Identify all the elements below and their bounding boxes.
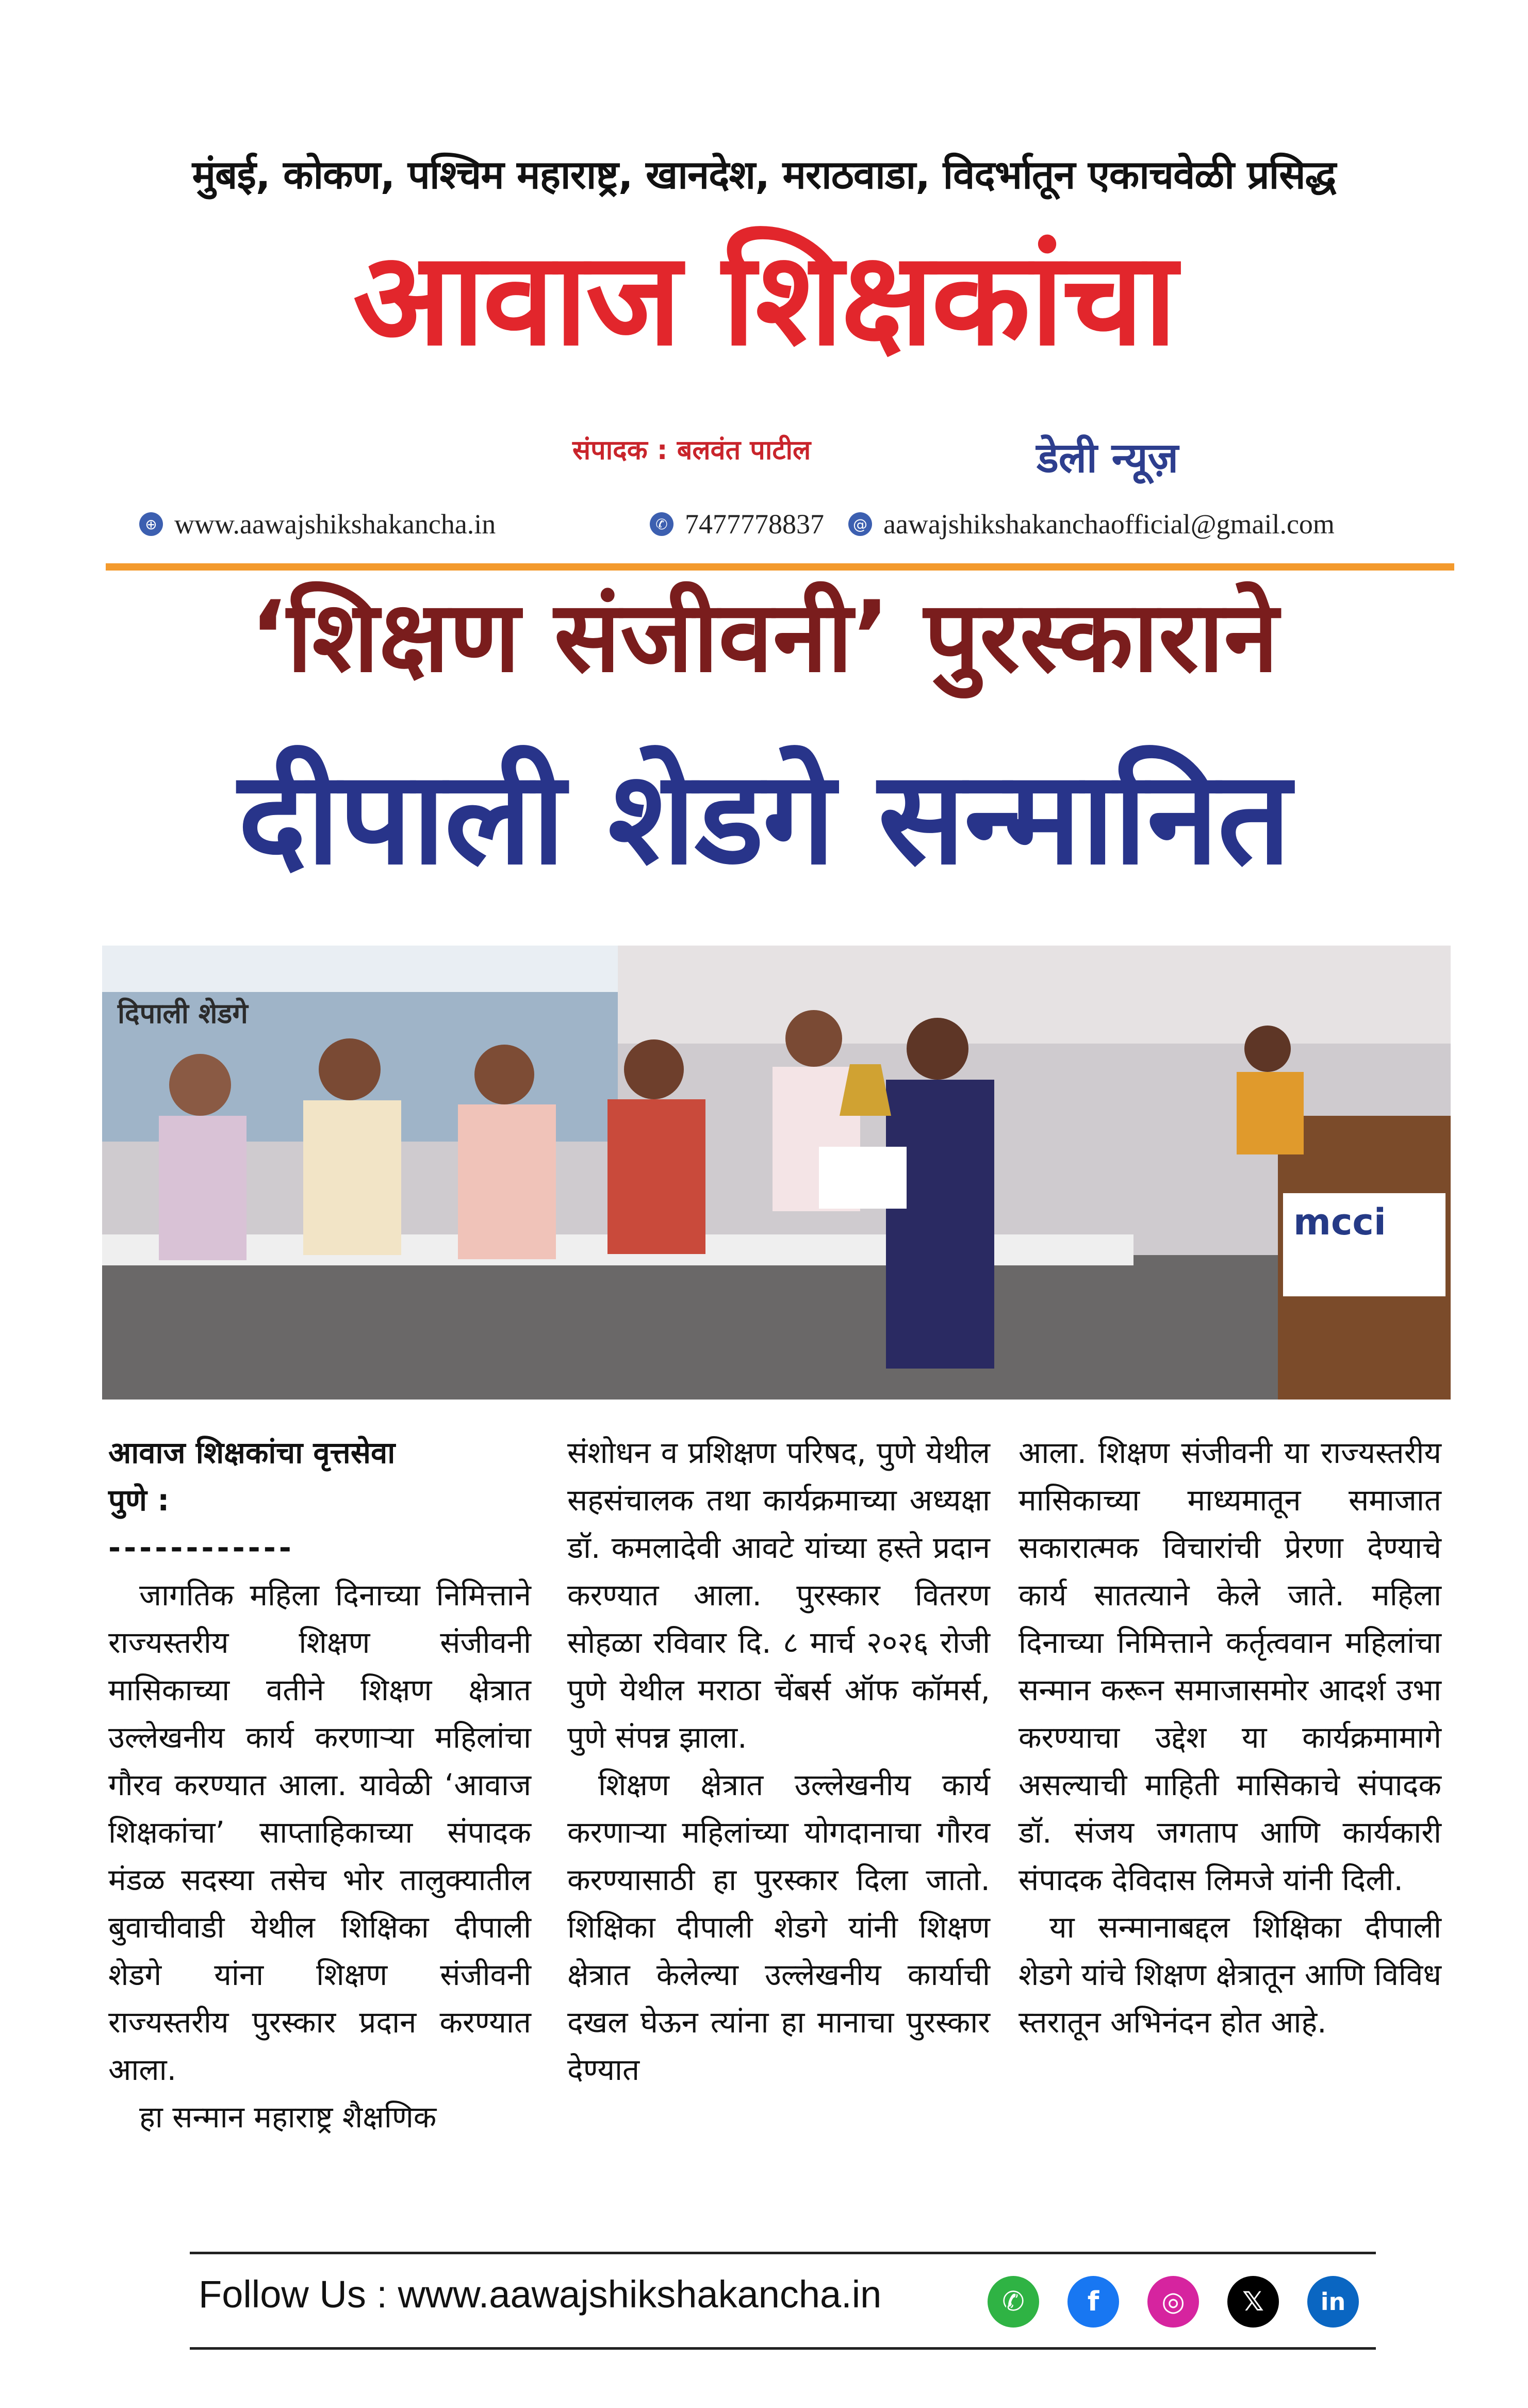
- footer-divider-top: [190, 2252, 1376, 2254]
- follow-us-text[interactable]: Follow Us : www.aawajshikshakancha.in: [199, 2273, 882, 2316]
- article-column-2: [567, 1429, 990, 2093]
- email-icon: @: [848, 512, 872, 536]
- article-paragraph: जागतिक महिला दिनाच्या निमित्ताने राज्यस्तरीय शिक्षण संजीवनी मासिकाच्या वतीने शिक्षण क्षेत्रात उल्लेखनीय कार्य करणाऱ्या महिलांचा गौरव करण्यात आला. यावेळी ‘आवाज शिक्षकांचा’ साप्ताहिकाच्या संपादक मंडळ सदस्या तसेच भोर तालुक्यातील बुवाचीवाडी येथील शिक्षिका दीपाली शेडगे यांना शिक्षण संजीवनी राज्यस्तरीय पुरस्कार प्रदान करण्यात आला.: [108, 1577, 531, 2087]
- website-text: www.aawajshikshakancha.in: [174, 509, 496, 540]
- contact-email[interactable]: [848, 508, 1335, 540]
- article-paragraph: आला. शिक्षण संजीवनी या राज्यस्तरीय मासिकाच्या माध्यमातून समाजात सकारात्मक विचारांची प्रेरणा देण्याचे कार्य सातत्याने केले जाते. महिला दिनाच्या निमित्ताने कर्तृत्ववान महिलांचा सन्मान करून समाजासमोर आदर्श उभा करण्याचा उद्देश या कार्यक्रमामागे असल्याची माहिती मासिकाचे संपादक डॉ. संजय जगताप आणि कार्यकारी संपादक देविदास लिमजे यांनी दिली.: [1018, 1435, 1441, 1897]
- article-paragraph: संशोधन व प्रशिक्षण परिषद, पुणे येथील सहसंचालक तथा कार्यक्रमाच्या अध्यक्षा डॉ. कमलादेवी आवटे यांच्या हस्ते प्रदान करण्यात आला. पुरस्कार वितरण सोहळा रविवार दि. ८ मार्च २०२६ रोजी पुणे येथील मराठा चेंबर्स ऑफ कॉमर्स, पुणे संपन्न झाला.: [567, 1435, 990, 1755]
- article-column-3: [1018, 1429, 1441, 2046]
- byline-separator: ------------: [108, 1530, 294, 1565]
- event-photo: [102, 946, 1451, 1400]
- article-column-1: [108, 1429, 531, 2141]
- whatsapp-icon[interactable]: ✆: [988, 2276, 1039, 2328]
- headline-line-2: दीपाली शेडगे सन्मानित: [238, 743, 1290, 893]
- masthead-title: आवाज शिक्षकांचा: [353, 224, 1175, 374]
- phone-text: 7477778837: [685, 509, 824, 540]
- editor-credit: संपादक : बलवंत पाटील: [572, 435, 811, 466]
- contact-phone[interactable]: [650, 508, 824, 540]
- tagline: मुंबई, कोकण, पश्चिम महाराष्ट्र, खानदेश, मराठवाडा, विदर्भातून एकाचवेळी प्रसिद्ध: [192, 152, 1336, 198]
- instagram-icon[interactable]: ◎: [1147, 2276, 1199, 2328]
- headline-line-1: ‘शिक्षण संजीवनी’ पुरस्काराने: [250, 580, 1278, 694]
- banner-brand: mcci: [1293, 1201, 1386, 1243]
- footer-divider-bottom: [190, 2347, 1376, 2350]
- email-text: aawajshikshakanchaofficial@gmail.com: [883, 509, 1335, 540]
- facebook-icon[interactable]: f: [1067, 2276, 1119, 2328]
- x-icon[interactable]: 𝕏: [1227, 2276, 1279, 2328]
- article-paragraph: हा सन्मान महाराष्ट्र शैक्षणिक: [139, 2100, 437, 2135]
- linkedin-icon[interactable]: in: [1307, 2276, 1359, 2328]
- screen-caption: दिपाली शेडगे: [118, 997, 248, 1030]
- article-dateline: पुणे :: [108, 1483, 170, 1518]
- article-paragraph: शिक्षण क्षेत्रात उल्लेखनीय कार्य करणाऱ्या महिलांच्या योगदानाचा गौरव करण्यासाठी हा पुरस्कार दिला जातो. शिक्षिका दीपाली शेडगे यांनी शिक्षण क्षेत्रात केलेल्या उल्लेखनीय कार्याची दखल घेऊन त्यांना हा मानाचा पुरस्कार देण्यात: [567, 1767, 990, 2087]
- header-divider: [106, 563, 1454, 571]
- globe-icon: ⊕: [139, 512, 163, 536]
- masthead-subtitle: डेली न्यूज़: [1037, 434, 1178, 482]
- article-paragraph: या सन्मानाबद्दल शिक्षिका दीपाली शेडगे यांचे शिक्षण क्षेत्रातून आणि विविध स्तरातून अभिनंदन होत आहे.: [1018, 1910, 1441, 2040]
- contact-website[interactable]: [139, 508, 496, 540]
- phone-icon: ✆: [650, 512, 673, 536]
- article-byline: आवाज शिक्षकांचा वृत्तसेवा: [108, 1435, 396, 1470]
